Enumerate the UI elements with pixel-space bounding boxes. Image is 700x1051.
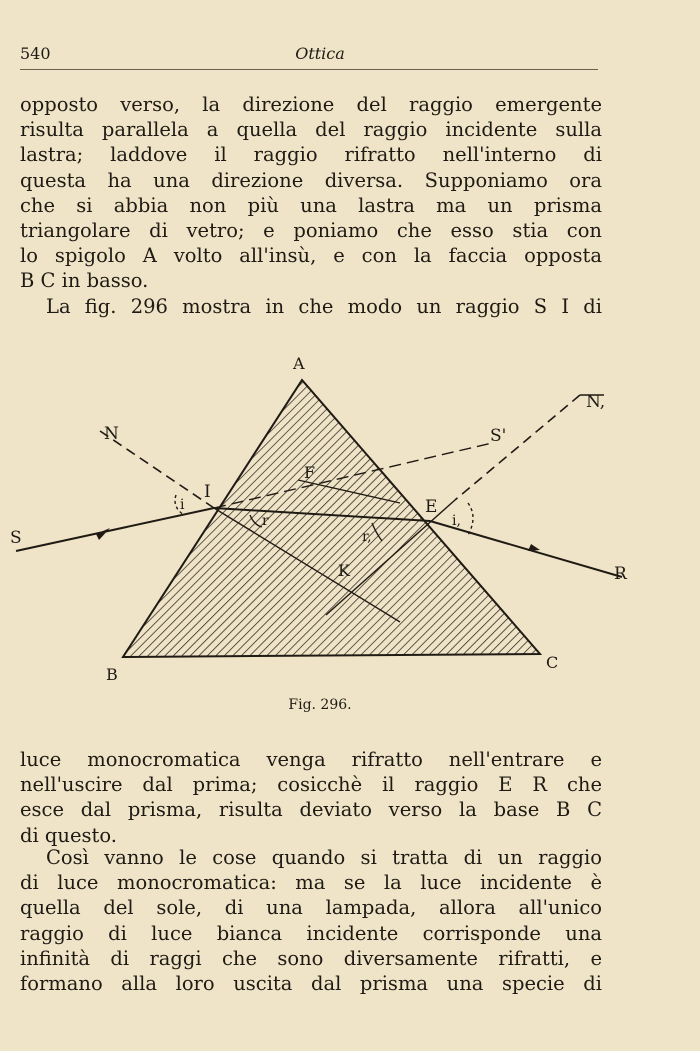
paragraph-2-line: La fig. 296 mostra in che modo un raggio S I di bbox=[46, 294, 602, 318]
text-line: nell'uscire dal prima; cosicchè il raggio E R che bbox=[20, 773, 602, 797]
text-line: triangolare di vetro; e poniamo che esso stia con bbox=[20, 219, 602, 243]
label-s: S bbox=[10, 528, 22, 548]
label-angle-r1: r, bbox=[362, 529, 372, 545]
incident-arrowhead bbox=[96, 528, 110, 540]
label-a: A bbox=[293, 354, 305, 373]
paragraph-1 bbox=[20, 92, 602, 319]
emergent-arrowhead bbox=[528, 544, 540, 551]
text-line: infinità di raggi che sono diversamente rifratti, e bbox=[20, 946, 602, 970]
label-b: B bbox=[106, 665, 118, 684]
text-line: formano alla loro uscita dal prisma una specie di bbox=[20, 972, 602, 996]
label-c: C bbox=[546, 653, 559, 672]
normal-at-e-out bbox=[455, 395, 580, 500]
label-f: F bbox=[304, 463, 316, 482]
text-line: di luce monocromatica: ma se la luce incidente è bbox=[20, 871, 602, 895]
label-angle-i: i bbox=[180, 497, 185, 513]
label-i: I bbox=[204, 482, 211, 502]
label-e: E bbox=[425, 497, 438, 517]
header-rule bbox=[20, 69, 598, 70]
label-s1: S' bbox=[490, 426, 507, 446]
label-angle-i1: i, bbox=[452, 513, 461, 529]
text-line: raggio di luce bianca incidente corrisponde una bbox=[20, 921, 602, 945]
paragraph-3 bbox=[20, 747, 602, 848]
label-r: R bbox=[614, 564, 627, 584]
prism-triangle bbox=[123, 380, 540, 657]
prism-diagram bbox=[0, 345, 700, 730]
label-k: K bbox=[338, 561, 350, 580]
text-line: lo spigolo A volto all'insù, e con la faccia opposta bbox=[20, 244, 602, 268]
label-n1: N, bbox=[586, 392, 606, 412]
angle-arc-i1 bbox=[468, 503, 473, 535]
text-line: B C in basso. bbox=[20, 269, 149, 293]
figure-caption: Fig. 296. bbox=[288, 697, 352, 713]
label-angle-r: r bbox=[262, 513, 269, 529]
label-n: N bbox=[104, 424, 119, 444]
text-line: questa ha una direzione diversa. Supponiamo ora bbox=[20, 168, 602, 192]
incident-ray bbox=[16, 508, 214, 551]
text-line: opposto verso, la direzione del raggio emergente bbox=[20, 93, 602, 116]
text-line: che si abbia non più una lastra ma un prisma bbox=[20, 193, 602, 217]
text-line: luce monocromatica venga rifratto nell'entrare e bbox=[20, 748, 602, 771]
text-line: Così vanno le cose quando si tratta di un raggio bbox=[46, 846, 602, 869]
text-line: risulta parallela a quella del raggio incidente sulla bbox=[20, 118, 602, 142]
text-line: lastra; laddove il raggio rifratto nell'interno di bbox=[20, 143, 602, 167]
page-number: 540 bbox=[20, 44, 51, 63]
text-line: di questo. bbox=[20, 823, 117, 847]
text-line: esce dal prisma, risulta deviato verso la base B C bbox=[20, 798, 602, 822]
text-line: quella del sole, di una lampada, allora all'unico bbox=[20, 896, 602, 920]
running-title: Ottica bbox=[295, 44, 345, 63]
paragraph-4 bbox=[20, 845, 602, 996]
